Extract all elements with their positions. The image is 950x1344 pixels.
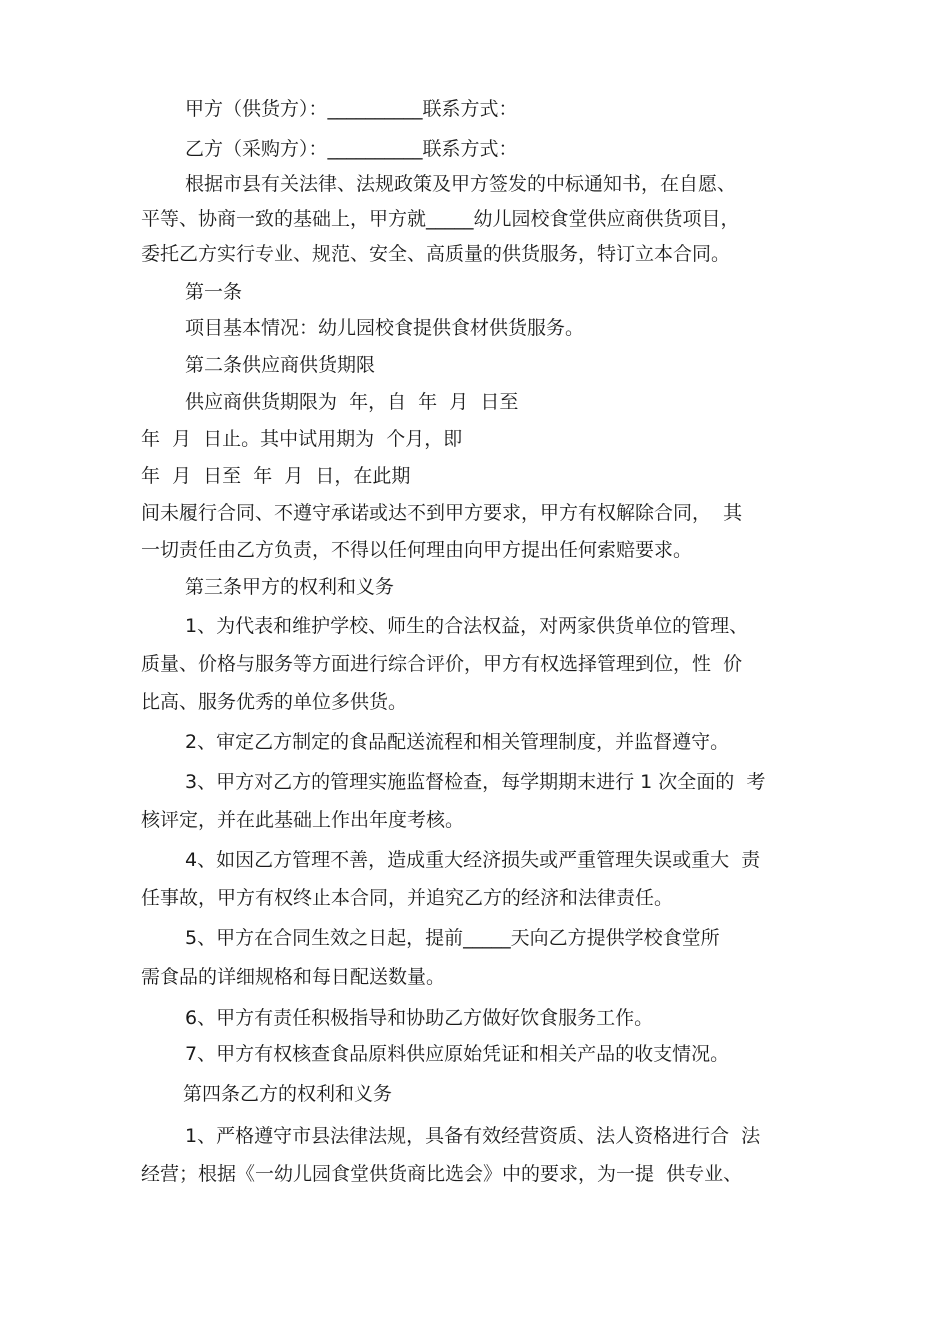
article-2-line-2: 年 月 日止。其中试用期为 个月，即 — [141, 428, 463, 450]
article-3-item-3-l1: 3、甲方对乙方的管理实施监督检查，每学期期末进行 1 次全面的 考 — [185, 771, 766, 793]
article-3-item-1-l3: 比高、服务优秀的单位多供货。 — [141, 691, 408, 713]
preamble-line-1: 根据市县有关法律、法规政策及甲方签发的中标通知书，在自愿、 — [185, 173, 737, 195]
preamble-line-2: 平等、协商一致的基础上，甲方就_____幼儿园校食堂供应商供货项目， — [141, 208, 740, 230]
party-b-line: 乙方（采购方）：__________联系方式： — [185, 138, 518, 160]
article-2-line-1: 供应商供货期限为 年，自 年 月 日至 — [185, 391, 519, 413]
article-2-line-5: 一切责任由乙方负责，不得以任何理由向甲方提出任何索赔要求。 — [141, 539, 693, 561]
article-3-item-1-l2: 质量、价格与服务等方面进行综合评价，甲方有权选择管理到位，性 价 — [141, 653, 743, 675]
article-2-heading: 第二条供应商供货期限 — [185, 354, 376, 376]
article-4-item-1-l2: 经营；根据《一幼儿园食堂供货商比选会》中的要求，为一提 供专业、 — [141, 1163, 743, 1185]
article-2-line-4: 间未履行合同、不遵守承诺或达不到甲方要求，甲方有权解除合同， 其 — [141, 502, 743, 524]
party-a-line: 甲方（供货方）：__________联系方式： — [185, 98, 518, 120]
article-3-heading: 第三条甲方的权利和义务 — [185, 576, 395, 598]
article-3-item-4-l2: 任事故，甲方有权终止本合同，并追究乙方的经济和法律责任。 — [141, 887, 674, 909]
preamble-line-3: 委托乙方实行专业、规范、安全、高质量的供货服务，特订立本合同。 — [141, 243, 731, 265]
article-2-line-3: 年 月 日至 年 月 日，在此期 — [141, 465, 411, 487]
article-3-item-7: 7、甲方有权核查食品原料供应原始凭证和相关产品的收支情况。 — [185, 1043, 730, 1065]
article-3-item-2: 2、审定乙方制定的食品配送流程和相关管理制度，并监督遵守。 — [185, 731, 730, 753]
article-3-item-5-l2: 需食品的详细规格和每日配送数量。 — [141, 966, 446, 988]
article-3-item-6: 6、甲方有责任积极指导和协助乙方做好饮食服务工作。 — [185, 1007, 654, 1029]
article-4-heading: 第四条乙方的权利和义务 — [183, 1083, 393, 1105]
article-3-item-3-l2: 核评定，并在此基础上作出年度考核。 — [141, 809, 465, 831]
article-3-item-1-l1: 1、为代表和维护学校、师生的合法权益，对两家供货单位的管理、 — [185, 615, 749, 637]
article-1-body: 项目基本情况：幼儿园校食提供食材供货服务。 — [185, 317, 585, 339]
article-1-heading: 第一条 — [185, 281, 243, 303]
article-3-item-5-l1: 5、甲方在合同生效之日起，提前_____天向乙方提供学校食堂所 — [185, 927, 720, 949]
article-3-item-4-l1: 4、如因乙方管理不善，造成重大经济损失或严重管理失误或重大 责 — [185, 849, 761, 871]
article-4-item-1-l1: 1、严格遵守市县法律法规，具备有效经营资质、法人资格进行合 法 — [185, 1125, 761, 1147]
